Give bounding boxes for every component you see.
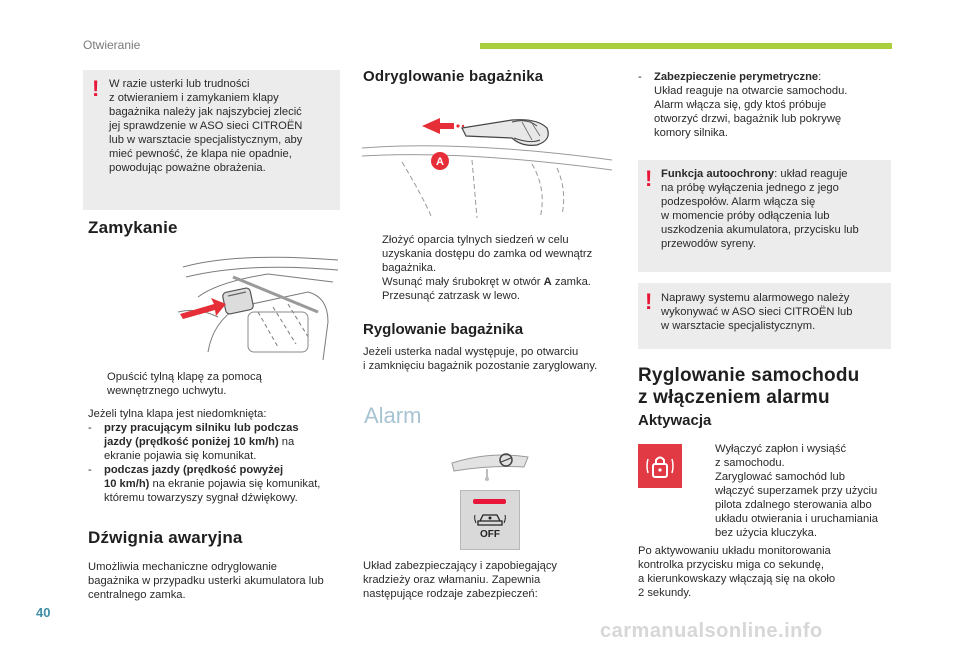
text-line: z samochodu. <box>715 457 785 469</box>
text-line: mieć pewność, że klapa nie opadnie, <box>109 148 292 160</box>
text-line: lub w warsztacie specjalistycznym, aby <box>109 134 303 146</box>
watermark: carmanualsonline.info <box>600 620 823 642</box>
text-line: wykonywać w ASO sieci CITROËN lub <box>661 306 853 318</box>
text-line: W razie usterki lub trudności <box>109 78 250 90</box>
text-bold: A <box>543 276 552 288</box>
text-line: podzespołów. Alarm włącza się <box>661 196 816 208</box>
heading-line: z włączeniem alarmu <box>638 387 830 408</box>
bullet-item <box>696 442 896 470</box>
warning-icon: ! <box>645 289 653 314</box>
text-bold: jazdy (prędkość poniżej 10 km/h) <box>104 436 279 448</box>
heading-aktywacja: Aktywacja <box>638 412 712 429</box>
heading-alarm: Alarm <box>364 403 422 428</box>
warning-box-repairs <box>638 283 891 349</box>
dash-item <box>88 421 343 463</box>
warning-box-autoprotection <box>638 160 891 272</box>
text-line: Opuścić tylną klapę za pomocą <box>107 371 262 383</box>
zamykanie-instructions <box>88 370 343 505</box>
text-line: przewodów syreny. <box>661 238 756 250</box>
bullet-item <box>363 289 618 303</box>
text-line: Wyłączyć zapłon i wysiąść <box>715 443 847 455</box>
text-line: Po aktywowaniu układu monitorowania <box>638 545 831 557</box>
bullet-item <box>696 470 896 540</box>
text-bold: 10 km/h) <box>104 478 150 490</box>
text-line: pilota zdalnego sterowania albo <box>715 499 872 511</box>
callout-label-a: A <box>436 156 444 168</box>
text-line: uszkodzenia akumulatora, przycisku lub <box>661 224 859 236</box>
text-line: Jeżeli usterka nadal występuje, po otwarciu <box>363 346 579 358</box>
text-line: z otwieraniem i zamykaniem klapy <box>109 92 279 104</box>
text-line: komory silnika. <box>654 127 728 139</box>
warning-text <box>109 77 337 175</box>
text-line: kradzieży oraz włamaniu. Zapewnia <box>363 574 541 586</box>
heading-dzwignia-awaryjna: Dźwignia awaryjna <box>88 528 243 547</box>
text-line: uzyskania dostępu do zamka od wewnątrz <box>382 248 593 260</box>
text-line: ekranie pojawia się komunikat. <box>104 450 257 462</box>
text-line: Jeżeli tylna klapa jest niedomknięta: <box>88 408 267 420</box>
text-line: któremu towarzyszy sygnał dźwiękowy. <box>104 492 298 504</box>
text-line: przy pracującym silniku lub podczas <box>104 422 299 434</box>
car-interior-sensor-icon <box>474 509 506 527</box>
text-line: otworzyć drzwi, bagażnik lub pokrywę <box>654 113 842 125</box>
text-span: : <box>818 71 822 83</box>
ryglowanie-text <box>363 345 623 373</box>
off-label: OFF <box>480 529 500 540</box>
warning-text <box>661 291 887 333</box>
warning-box-tailgate <box>83 70 340 210</box>
text-line: kontrolka przycisku miga co sekundę, <box>638 559 824 571</box>
heading-line: Ryglowanie samochodu <box>638 365 860 386</box>
text-line: Umożliwia mechaniczne odryglowanie <box>88 561 278 573</box>
trunk-lock-illustration <box>362 100 612 225</box>
perimeter-protection <box>638 70 893 140</box>
aktywacja-instructions <box>696 442 896 540</box>
lock-button-icon <box>638 444 682 488</box>
text-line: w warsztacie specjalistycznym. <box>661 320 816 332</box>
text-span: zamka. <box>551 276 591 288</box>
text-line: na próbę wyłączenia jednego z jego <box>661 182 839 194</box>
section-label: Otwieranie <box>83 38 141 52</box>
text-line: i zamknięciu bagażnik pozostanie zaryglowany. <box>363 360 598 372</box>
dash-item <box>638 70 893 140</box>
alarm-off-button <box>460 490 520 550</box>
text-span: Wsunąć mały śrubokręt w otwór <box>382 276 544 288</box>
text-line: w momencie próby odłączenia lub <box>661 210 830 222</box>
text-span: na ekranie pojawia się komunikat, <box>149 478 321 490</box>
text-bold: Funkcja autoochrony <box>661 168 775 180</box>
dash-mark: - <box>88 464 92 476</box>
bullet-item <box>363 275 618 289</box>
text-line: układu otwierania i uruchamiania <box>715 513 878 525</box>
bullet-item <box>363 233 618 275</box>
heading-zamykanie: Zamykanie <box>88 218 178 237</box>
odryglowanie-instructions <box>363 233 618 303</box>
text-line: jej sprawdzenie w ASO sieci CITROËN <box>109 120 303 132</box>
dash-mark: - <box>638 71 642 83</box>
text-line: powodując poważne obrażenia. <box>109 162 266 174</box>
text-line: Naprawy systemu alarmowego należy <box>661 292 850 304</box>
bullet-item <box>88 370 343 398</box>
text-line: Alarm włącza się, gdy ktoś próbuje <box>654 99 827 111</box>
heading-odryglowanie: Odryglowanie bagażnika <box>363 68 544 85</box>
tailgate-handle-illustration <box>178 252 343 362</box>
page-number: 40 <box>36 605 51 620</box>
text-bold: Zabezpieczenie perymetryczne <box>654 71 819 83</box>
text-line: bagażnika należy jak najszybciej zlecić <box>109 106 302 118</box>
text-span: : układ reaguje <box>774 168 848 180</box>
aktywacja-after-text <box>638 544 893 600</box>
text-line: Układ reaguje na otwarcie samochodu. <box>654 85 848 97</box>
dash-item <box>88 463 343 505</box>
text-line: bagażnika w przypadku usterki akumulatora lub <box>88 575 324 587</box>
heading-ryglowanie-samochodu <box>638 365 859 409</box>
text-line: centralnego zamka. <box>88 589 186 601</box>
warning-icon: ! <box>92 76 100 101</box>
text-line: Złożyć oparcia tylnych siedzeń w celu <box>382 234 569 246</box>
alarm-text <box>363 559 618 601</box>
warning-text <box>661 167 887 251</box>
text-line: bez użycia kluczyka. <box>715 527 817 539</box>
warning-icon: ! <box>645 166 653 191</box>
text-line: a kierunkowskazy włączają się na około <box>638 573 836 585</box>
text-line: następujące rodzaje zabezpieczeń: <box>363 588 538 600</box>
text-line: bagażnika. <box>382 262 437 274</box>
text-line: Przesunąć zatrzask w lewo. <box>382 290 521 302</box>
section-accent-bar <box>480 43 892 49</box>
dzwignia-text <box>88 560 348 602</box>
heading-ryglowanie-bagaznika: Ryglowanie bagażnika <box>363 321 524 338</box>
dash-mark: - <box>88 422 92 434</box>
text-line: Zaryglować samochód lub <box>715 471 845 483</box>
text-span: na <box>278 436 295 448</box>
alarm-sensor-illustration <box>450 445 530 485</box>
text-line: 2 sekundy. <box>638 587 692 599</box>
text-line: włączyć superzamek przy użyciu <box>715 485 878 497</box>
text-line: Układ zabezpieczający i zapobiegający <box>363 560 558 572</box>
alarm-led-indicator <box>473 499 506 504</box>
text-line: podczas jazdy (prędkość powyżej <box>104 464 284 476</box>
text-line: wewnętrznego uchwytu. <box>107 385 227 397</box>
